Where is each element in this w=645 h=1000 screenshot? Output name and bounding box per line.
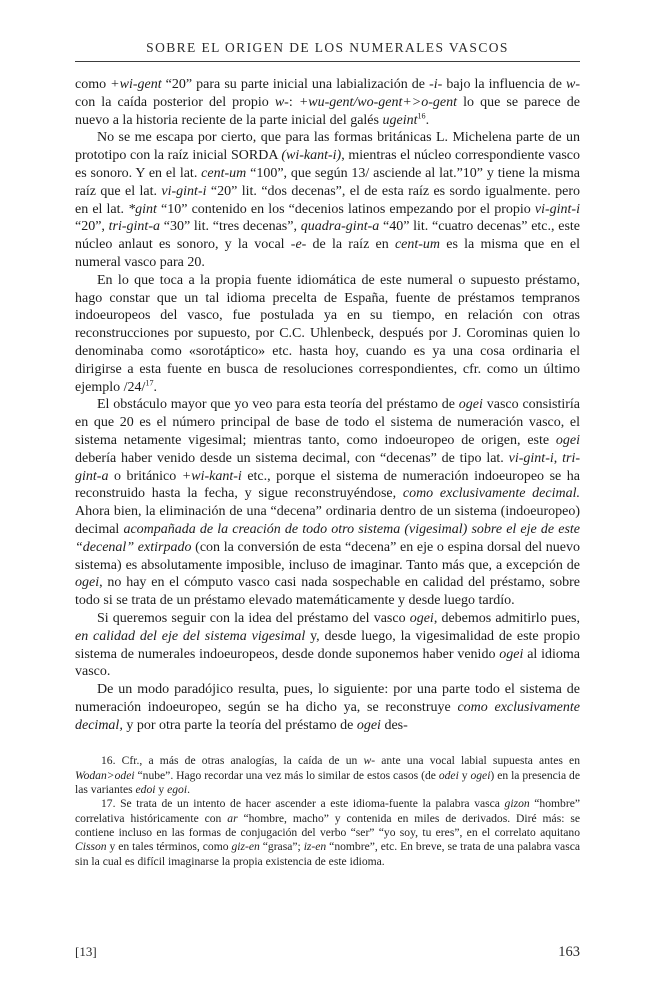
running-title: SOBRE EL ORIGEN DE LOS NUMERALES VASCOS bbox=[146, 40, 509, 55]
header-rule bbox=[75, 61, 580, 62]
paragraph-5: Si queremos seguir con la idea del préstamo del vasco ogei, debemos admitirlo pues, en calidad del eje del sistema vigesimal y, desde luego, la vigesimalidad de este propio sistema de numerales indoeuropeos, desde donde suponemos haber venido ogei al idioma vasco. bbox=[75, 610, 580, 680]
text-column bbox=[75, 0, 580, 869]
footnote-16: 16. Cfr., a más de otras analogías, la caída de un w- ante una vocal labial supuesta antes en Wodan>odei “nube”. Hago recordar una vez más lo similar de estos casos (de odei y ogei) en la presencia de las variantes edoi y egoi. bbox=[75, 754, 581, 797]
footnotes bbox=[75, 754, 580, 868]
running-header bbox=[75, 0, 580, 62]
paragraph-2: No se me escapa por cierto, que para las formas británicas L. Michelena parte de un prototipo con la raíz inicial SORDA (wi-kant-i), mientras el núcleo correspondiente vasco es sonoro. Y en el lat. cent-um “100”, que según 13/ asciende al lat.”10” y tiene la misma raíz que el lat. vi-gint-i “20” lit. “dos decenas”, el de esta raíz es sordo igualmente. pero en el lat. *gint “10” contenido en los “decenios latinos empezando por el propio vi-gint-i “20”, tri-gint-a “30” lit. “tres decenas”, quadra-gint-a “40” lit. “cuatro decenas” etc., este núcleo anlaut es sonoro, y la vocal -e- de la raíz en cent-um es la misma que en el numeral vasco para 20. bbox=[75, 130, 581, 270]
page-footer bbox=[75, 944, 580, 961]
footnote-17: 17. Se trata de un intento de hacer ascender a este idioma-fuente la palabra vasca gizon “hombre” correlativa históricamente con ar “hombre, macho” y contenida en miles de derivados. Diré más: se contiene incluso en las formas de conjugación del verbo “ser” “yo soy, tu eres”, en el correlato aquitano Cisson y en tales términos, como giz-en “grasa”; iz-en “nombre”, etc. En breve, se trata de una palabra vasca sin la cual es difícil imaginarse la propia existencia de este idioma. bbox=[75, 797, 581, 868]
body-text bbox=[75, 76, 580, 734]
paragraph-3: En lo que toca a la propia fuente idiomática de este numeral o supuesto préstamo, hago constar que un tal idioma precelta de España, fuente de préstamos tempranos indoeuropeos del vasco, fue postulada ya en su tiempo, en relación con otras reconstrucciones por supuesto, por C.C. Uhlenbeck, después por J. Corominas quien lo denominaba como «sorotáptico» etc. hasta hoy, cuando es ya una cosa ordinaria el dirigirse a esta fuente en busca de resoluciones correspondientes, cfr. como un último ejemplo /24/$^{17}$. bbox=[75, 272, 580, 395]
paragraph-6: De un modo paradójico resulta, pues, lo siguiente: por una parte todo el sistema de numeración indoeuropeo, según se ha dicho ya, se reconstruye como exclusivamente decimal, y por otra parte la teoría del préstamo de ogei des- bbox=[75, 682, 580, 733]
sheet-number: [13] bbox=[75, 944, 97, 959]
paragraph-1: como +wi-gent “20” para su parte inicial una labialización de -i- bajo la influencia de w- con la caída posterior del propio w-: +wu-gent/wo-gent+>o-gent lo que se parece de nuevo a la historia reciente de la parte inicial del galés ugeint$^{16}$. bbox=[75, 77, 580, 128]
paragraph-4: El obstáculo mayor que yo veo para esta teoría del préstamo de ogei vasco consistiría en que 20 es el número principal de base de todo el sistema de numeración vasco, el sistema netamente vigesimal; mientras tanto, como indoeuropeo de origen, este ogei debería haber venido desde un sistema decimal, con “decenas” de tipo lat. vi-gint-i, tri-gint-a o británico +wi-kant-i etc., porque el sistema de numeración indoeuropeo se ha reconstruido hasta la fecha, y sigue reconstruyéndose, como exclusivamente decimal. Ahora bien, la eliminación de una “decena” ordinaria dentro de un sistema (indoeuropeo) decimal acompañada de la creación de todo otro sistema (vigesimal) sobre el eje de este “decenal” extirpado (con la conversión de esta “decena” en eje o espina dorsal del nuevo sistema) es absolutamente imposible, incluso de imaginar. Tanto más que, a excepción de ogei, no hay en el cómputo vasco casi nada sospechable en calidad del préstamo, sobre todo si se trata de un préstamo elevado matemáticamente y desde luego tardío. bbox=[75, 397, 581, 609]
page-number: 163 bbox=[558, 944, 580, 960]
